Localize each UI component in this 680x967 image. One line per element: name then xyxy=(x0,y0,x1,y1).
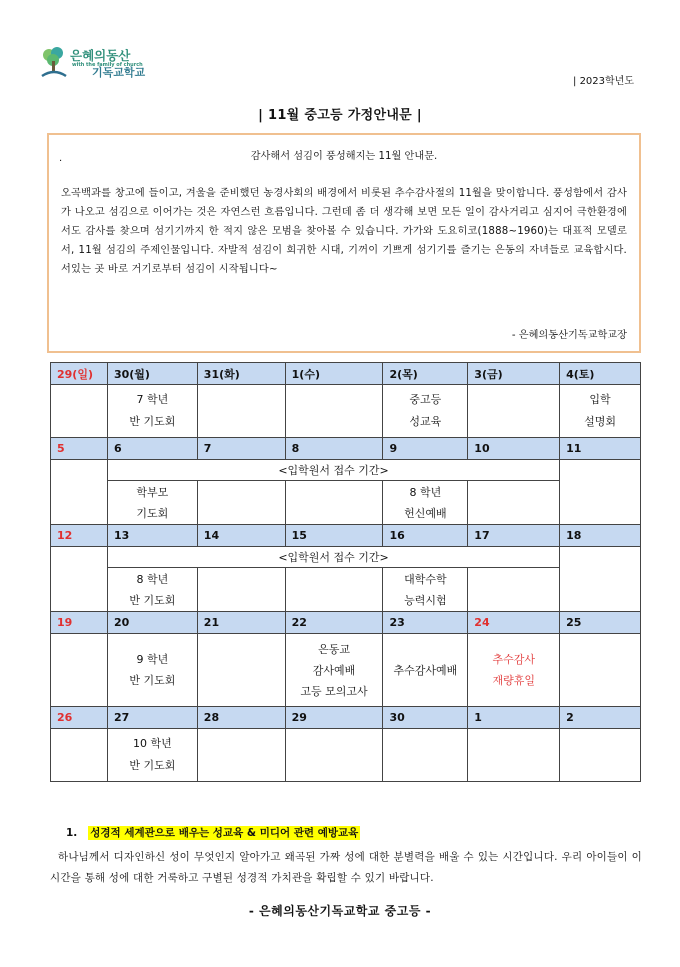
event-cell xyxy=(285,729,383,782)
event-cell: 중고등 성교육 xyxy=(383,385,468,438)
date-cell: 12 xyxy=(51,525,108,547)
event-cell: 9 학년 반 기도회 xyxy=(107,634,197,707)
section1-heading xyxy=(66,825,360,840)
event-cell xyxy=(285,481,383,525)
admission-period-banner: <입학원서 접수 기간> xyxy=(107,547,559,568)
date-cell: 15 xyxy=(285,525,383,547)
event-cell xyxy=(51,460,108,525)
date-cell: 31(화) xyxy=(197,363,285,385)
date-cell: 2(목) xyxy=(383,363,468,385)
school-year: | 2023학년도 xyxy=(573,76,634,87)
date-cell: 30(월) xyxy=(107,363,197,385)
event-cell xyxy=(560,460,641,525)
week2-dates-row xyxy=(51,438,641,460)
date-cell: 13 xyxy=(107,525,197,547)
date-cell: 5 xyxy=(51,438,108,460)
school-logo xyxy=(40,42,170,88)
event-cell: 은동교 감사예배 고등 모의고사 xyxy=(285,634,383,707)
event-cell xyxy=(560,634,641,707)
event-cell xyxy=(51,729,108,782)
date-cell: 10 xyxy=(468,438,560,460)
week3-dates-row xyxy=(51,525,641,547)
section1-body: 하나님께서 디자인하신 성이 무엇인지 알아가고 왜곡된 가짜 성에 대한 분별력을 배울 수 있는 시간입니다. 우리 아이들이 이 시간을 통해 성에 대한 거룩하고 구별된 성경적 가치관을 확립할 수 있기 바랍니다. xyxy=(50,851,642,884)
event-cell xyxy=(383,729,468,782)
event-cell: 입학 설명회 xyxy=(560,385,641,438)
event-cell: 8 학년 헌신예배 xyxy=(383,481,468,525)
section1-number: 1. xyxy=(66,827,78,839)
notice-body: 오곡백과를 창고에 들이고, 겨울을 준비했던 농경사회의 배경에서 비롯된 추수감사절의 11월을 맞이합니다. 풍성함에서 감사가 나오고 섬김으로 이어가는 것은 자연스런 흐름입니다. 그런데 좀 더 생각해 보면 모든 일이 감사거리고 심지어 극한환경에서도 감사를 찾으며 섬기기까지 한 적지 않은 모범을 찾아볼 수 있습니다. 가가와 도요히코(1888~1960)는 대표적 모델로서, 11월 섬김의 주제인물입니다. 자발적 섬김이 희귀한 시대, 기꺼이 기쁘게 섬기기를 즐기는 은동의 자녀들로 교육합시다. 서있는 곳 바로 거기로부터 섬김이 시작됩니다~ xyxy=(61,188,627,275)
event-cell: 10 학년 반 기도회 xyxy=(107,729,197,782)
footer-signature: - 은혜의동산기독교학교 중고등 - xyxy=(248,904,432,918)
logo-text-top: 은혜의동산 with the family of church xyxy=(70,48,143,68)
event-cell: 8 학년 반 기도회 xyxy=(107,568,197,612)
date-cell: 16 xyxy=(383,525,468,547)
event-cell: 7 학년 반 기도회 xyxy=(107,385,197,438)
event-cell xyxy=(468,481,560,525)
week4-dates-row xyxy=(51,612,641,634)
notice-signature: - 은혜의동산기독교학교장 xyxy=(511,330,627,341)
notice-heading: 감사해서 섬김이 풍성해지는 11월 안내문. xyxy=(250,151,438,162)
week1-dates-row xyxy=(51,363,641,385)
event-cell xyxy=(285,385,383,438)
date-cell: 17 xyxy=(468,525,560,547)
date-cell: 18 xyxy=(560,525,641,547)
date-cell: 27 xyxy=(107,707,197,729)
tree-logo-icon xyxy=(40,46,68,80)
event-cell xyxy=(51,547,108,612)
event-cell xyxy=(560,729,641,782)
event-cell: 학부모 기도회 xyxy=(107,481,197,525)
event-cell xyxy=(197,729,285,782)
event-cell: 추수감사 재량휴일 xyxy=(468,634,560,707)
date-cell: 28 xyxy=(197,707,285,729)
logo-text-bottom: 기독교학교 xyxy=(92,66,146,79)
week2-events-row xyxy=(51,481,641,525)
date-cell: 8 xyxy=(285,438,383,460)
event-cell: 추수감사예배 xyxy=(383,634,468,707)
event-cell xyxy=(468,729,560,782)
date-cell: 1 xyxy=(468,707,560,729)
notice-box xyxy=(47,133,641,353)
date-cell: 14 xyxy=(197,525,285,547)
date-cell: 3(금) xyxy=(468,363,560,385)
date-cell: 26 xyxy=(51,707,108,729)
date-cell: 29 xyxy=(285,707,383,729)
date-cell: 21 xyxy=(197,612,285,634)
date-cell: 19 xyxy=(51,612,108,634)
week3-banner-row xyxy=(51,547,641,568)
date-cell: 11 xyxy=(560,438,641,460)
date-cell: 4(토) xyxy=(560,363,641,385)
week3-events-row xyxy=(51,568,641,612)
week5-dates-row xyxy=(51,707,641,729)
event-cell xyxy=(197,481,285,525)
week4-events-row xyxy=(51,634,641,707)
event-cell xyxy=(197,385,285,438)
page-title: | 11월 중고등 가정안내문 | xyxy=(258,108,422,123)
event-cell xyxy=(560,547,641,612)
date-cell: 2 xyxy=(560,707,641,729)
date-cell: 30 xyxy=(383,707,468,729)
date-cell: 6 xyxy=(107,438,197,460)
week5-events-row xyxy=(51,729,641,782)
section1-title: 성경적 세계관으로 배우는 성교육 & 미디어 관련 예방교육 xyxy=(90,827,359,839)
date-cell: 23 xyxy=(383,612,468,634)
date-cell: 29(일) xyxy=(51,363,108,385)
date-cell: 1(수) xyxy=(285,363,383,385)
admission-period-banner: <입학원서 접수 기간> xyxy=(107,460,559,481)
notice-dot: . xyxy=(59,153,63,164)
calendar-table xyxy=(50,362,641,782)
event-cell xyxy=(197,568,285,612)
date-cell: 7 xyxy=(197,438,285,460)
event-cell: 대학수학 능력시험 xyxy=(383,568,468,612)
date-cell: 24 xyxy=(468,612,560,634)
date-cell: 25 xyxy=(560,612,641,634)
date-cell: 9 xyxy=(383,438,468,460)
event-cell xyxy=(468,385,560,438)
event-cell xyxy=(197,634,285,707)
event-cell xyxy=(285,568,383,612)
event-cell xyxy=(468,568,560,612)
date-cell: 20 xyxy=(107,612,197,634)
week1-events-row xyxy=(51,385,641,438)
date-cell: 22 xyxy=(285,612,383,634)
event-cell xyxy=(51,385,108,438)
week2-banner-row xyxy=(51,460,641,481)
event-cell xyxy=(51,634,108,707)
